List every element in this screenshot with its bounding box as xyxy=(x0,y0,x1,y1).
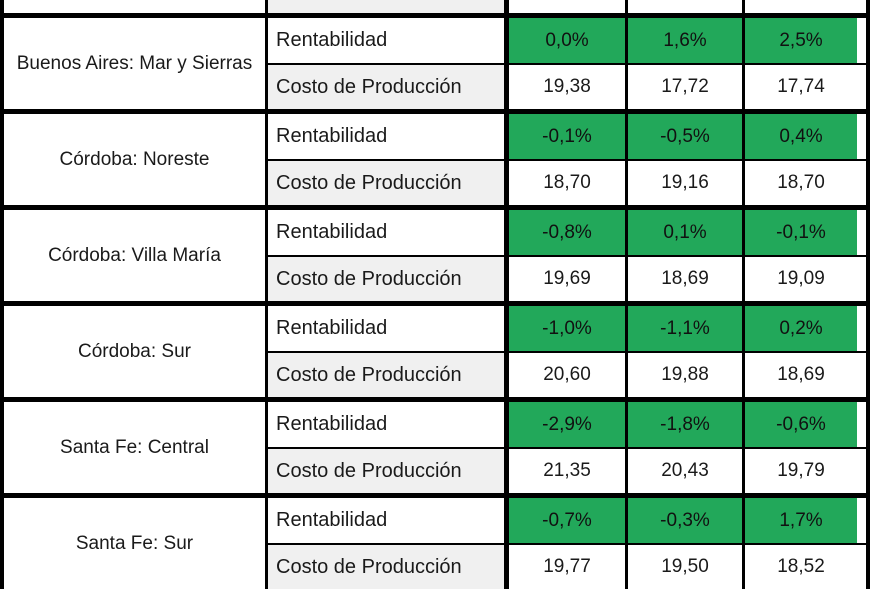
table-row-rentabilidad xyxy=(268,402,866,447)
value-cells xyxy=(504,545,857,589)
value-cells xyxy=(504,18,857,63)
rentabilidad-value-cell: 0,4% xyxy=(742,114,857,159)
value-cells xyxy=(504,114,857,159)
costo-value-cell: 17,74 xyxy=(742,65,857,109)
rentabilidad-value-cell: -0,3% xyxy=(625,498,742,543)
region-name-cell xyxy=(4,18,268,109)
metric-label-rentabilidad: Rentabilidad xyxy=(268,114,504,159)
costo-value-cell: 21,35 xyxy=(509,449,625,493)
table-row-costo xyxy=(268,351,866,397)
costo-value-cell: 18,69 xyxy=(742,353,857,397)
costo-value-cell: 18,70 xyxy=(509,161,625,205)
table-row-costo xyxy=(268,63,866,109)
rentabilidad-value-cell: -0,5% xyxy=(625,114,742,159)
table-row-rentabilidad xyxy=(268,210,866,255)
costo-value-cell: 19,79 xyxy=(742,449,857,493)
rentabilidad-value-cell: 1,6% xyxy=(625,18,742,63)
rentabilidad-value-cell: 0,0% xyxy=(509,18,625,63)
costo-value-cell: 19,50 xyxy=(625,545,742,589)
rentabilidad-value-cell: 0,1% xyxy=(625,210,742,255)
costo-value-cell xyxy=(625,0,742,13)
region-name-cell xyxy=(4,210,268,301)
region-name: Buenos Aires: Mar y Sierras xyxy=(16,52,253,74)
region-group xyxy=(4,205,866,301)
region-group xyxy=(4,397,866,493)
metric-label-rentabilidad: Rentabilidad xyxy=(268,210,504,255)
costo-value-cell: 20,60 xyxy=(509,353,625,397)
table-row-costo xyxy=(268,159,866,205)
rentabilidad-value-cell: -1,1% xyxy=(625,306,742,351)
region-name-cell xyxy=(4,306,268,397)
region-name-cell xyxy=(4,0,268,13)
table-row-rentabilidad xyxy=(268,18,866,63)
costo-value-cell: 18,70 xyxy=(742,161,857,205)
region-group xyxy=(4,13,866,109)
costo-value-cell: 19,16 xyxy=(625,161,742,205)
value-cells xyxy=(504,402,857,447)
region-name-cell xyxy=(4,402,268,493)
table-row-rentabilidad xyxy=(268,306,866,351)
value-cells xyxy=(504,498,857,543)
costo-value-cell: 20,43 xyxy=(625,449,742,493)
metric-label-costo xyxy=(268,0,504,13)
table-row-rentabilidad xyxy=(268,498,866,543)
metric-label-costo: Costo de Producción xyxy=(268,545,504,589)
costo-value-cell: 19,09 xyxy=(742,257,857,301)
table-row-costo xyxy=(268,255,866,301)
costo-value-cell xyxy=(509,0,625,13)
region-name-cell xyxy=(4,498,268,589)
value-cells xyxy=(504,210,857,255)
costo-value-cell xyxy=(742,0,857,13)
table-row-costo xyxy=(268,0,866,13)
table-row-costo xyxy=(268,447,866,493)
rentabilidad-value-cell: -1,0% xyxy=(509,306,625,351)
region-group xyxy=(4,301,866,397)
value-cells xyxy=(504,257,857,301)
value-cells xyxy=(504,65,857,109)
region-group xyxy=(4,493,866,589)
region-group-partial-top xyxy=(4,0,866,13)
costo-value-cell: 19,69 xyxy=(509,257,625,301)
costo-value-cell: 19,88 xyxy=(625,353,742,397)
region-name-cell xyxy=(4,114,268,205)
metric-label-rentabilidad: Rentabilidad xyxy=(268,498,504,543)
region-name: Santa Fe: Sur xyxy=(75,532,194,554)
value-cells xyxy=(504,161,857,205)
rentabilidad-value-cell: 0,2% xyxy=(742,306,857,351)
value-cells xyxy=(504,0,857,13)
metric-label-costo: Costo de Producción xyxy=(268,353,504,397)
value-cells xyxy=(504,353,857,397)
value-cells xyxy=(504,306,857,351)
table-row-rentabilidad xyxy=(268,114,866,159)
region-name: Córdoba: Villa María xyxy=(48,244,221,266)
rentabilidad-value-cell: -0,7% xyxy=(509,498,625,543)
rentabilidad-value-cell: 2,5% xyxy=(742,18,857,63)
costo-value-cell: 18,52 xyxy=(742,545,857,589)
rentabilidad-value-cell: -1,8% xyxy=(625,402,742,447)
costo-value-cell: 17,72 xyxy=(625,65,742,109)
rentabilidad-value-cell: -2,9% xyxy=(509,402,625,447)
rentabilidad-value-cell: -0,1% xyxy=(742,210,857,255)
metric-label-rentabilidad: Rentabilidad xyxy=(268,18,504,63)
metric-label-costo: Costo de Producción xyxy=(268,449,504,493)
region-name: Córdoba: Sur xyxy=(77,340,191,362)
region-name: Córdoba: Noreste xyxy=(59,148,210,170)
metric-label-costo: Costo de Producción xyxy=(268,65,504,109)
costo-value-cell: 19,77 xyxy=(509,545,625,589)
costo-value-cell: 19,38 xyxy=(509,65,625,109)
costo-value-cell: 18,69 xyxy=(625,257,742,301)
metric-label-rentabilidad: Rentabilidad xyxy=(268,402,504,447)
table-row-costo xyxy=(268,543,866,589)
metric-label-costo: Costo de Producción xyxy=(268,257,504,301)
region-group xyxy=(4,109,866,205)
rentabilidad-value-cell: 1,7% xyxy=(742,498,857,543)
value-cells xyxy=(504,449,857,493)
region-groups xyxy=(4,13,866,589)
rentabilidad-value-cell: -0,6% xyxy=(742,402,857,447)
rentabilidad-value-cell: -0,8% xyxy=(509,210,625,255)
metric-label-rentabilidad: Rentabilidad xyxy=(268,306,504,351)
metric-label-costo: Costo de Producción xyxy=(268,161,504,205)
rentabilidad-value-cell: -0,1% xyxy=(509,114,625,159)
region-name: Santa Fe: Central xyxy=(60,436,209,458)
